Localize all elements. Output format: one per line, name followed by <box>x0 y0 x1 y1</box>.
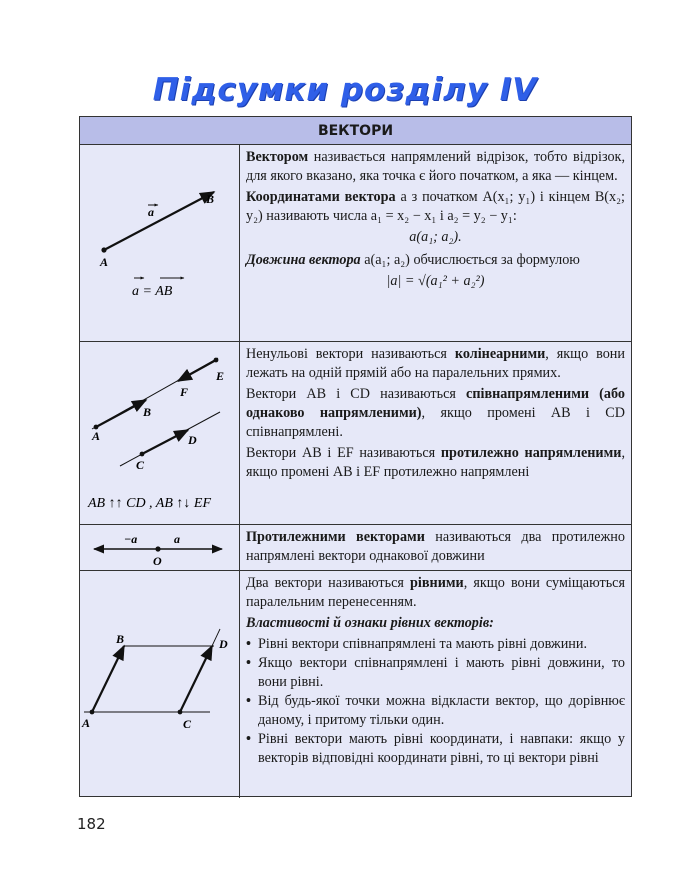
relation-caption: AB ↑↑ CD , AB ↑↓ EF <box>88 496 212 511</box>
label-point-e: E <box>216 369 225 383</box>
figure-collinear <box>80 342 240 524</box>
point-a <box>101 247 106 252</box>
list-item: • Рівні вектори співнапрямлені та мають рівні довжини. <box>246 635 625 654</box>
term-opposite-vectors: Протилежними векторами <box>246 529 425 545</box>
term-opposite-directed: протилежно напрямленими <box>440 445 622 461</box>
row-collinear <box>80 342 631 525</box>
properties-heading: Властивості й ознаки рівних векторів: <box>246 615 494 631</box>
vector-ab-arrow <box>92 646 124 712</box>
definition-length: a(a₁; a₂) обчислюється за формулою <box>360 252 580 268</box>
vector-label-a: a <box>148 205 154 219</box>
collinear-diagram <box>80 342 240 525</box>
equal-diagram <box>80 571 240 798</box>
term-length: Довжина вектора <box>246 252 361 268</box>
label-neg-a: −a <box>124 532 138 546</box>
list-item: • Якщо вектори співнапрямлені і мають рівні довжини, то вони рівні. <box>246 654 625 692</box>
vector-diagram <box>80 145 240 342</box>
row-opposite <box>80 525 631 571</box>
opposite-text: Протилежними векторами називаються два протилежно напрямлені вектори однакової довжини <box>246 529 625 564</box>
figure-vector <box>80 145 240 341</box>
list-item: • Від будь-якої точки можна відкласти вектор, що дорівнює даному, і притому тільки один. <box>246 692 625 730</box>
length-formula: |a| = √(a₁² + a₂²) <box>386 273 485 289</box>
term-equal: рівними <box>410 575 464 591</box>
label-point-d: D <box>219 637 228 651</box>
definition-vector: називається напрямлений відрізок, тобто відрізок, для якого вказано, яка точка є його початком, а яка — кінцем. <box>246 149 625 184</box>
term-coordinates: Координатами вектора <box>246 189 396 205</box>
label-point-b: B <box>206 192 215 206</box>
definition-text <box>240 145 631 341</box>
properties-list <box>246 635 625 768</box>
collinear-text: Ненульові вектори називаються колінеарними, якщо вони лежать на одній прямій або на паралельних прямих. Вектори AB і CD називаються співнапрямленими (або однаково напрямленими), якщо промені AB і CD співнапрямлені. Вектори AB і EF називаються протилежно напрямленими, якщо промені AB і EF протилежно напрямлені <box>246 346 625 480</box>
label-point-b: B <box>116 632 125 646</box>
label-point-a: A <box>82 716 91 730</box>
vector-ef-arrow <box>178 360 216 381</box>
vector-ab-arrow <box>104 192 214 250</box>
label-point-c: C <box>136 458 145 472</box>
equality-caption: a = AB <box>132 284 173 299</box>
vector-cd-arrow <box>180 646 212 712</box>
figure-equal <box>80 571 240 798</box>
page-title: Підсумки розділу IV <box>152 72 538 108</box>
label-a: a <box>174 532 180 546</box>
label-point-o: O <box>153 554 162 568</box>
label-point-a: A <box>100 255 109 269</box>
list-item: • Рівні вектори мають рівні координати, і навпаки: якщо у векторів відповідні координати рівні, то ці вектори рівні <box>246 730 625 768</box>
definition-coordinates: a з початком A(x₁; y₁) і кінцем B(x₂; y₂) називають числа a₁ = x₂ − x₁ і a₂ = y₂ − y₁: <box>246 189 625 224</box>
opposite-diagram <box>80 525 240 571</box>
term-vector: Вектором <box>246 149 309 165</box>
vector-cd-arrow <box>142 430 188 454</box>
vector-ab-arrow <box>96 400 146 427</box>
label-point-f: F <box>180 385 189 399</box>
page-number: 182 <box>77 815 106 833</box>
term-codirected: співнапрямленими (або однаково напрямленими) <box>246 386 625 421</box>
summary-table <box>79 116 632 797</box>
label-point-d: D <box>188 433 197 447</box>
figure-opposite <box>80 525 240 570</box>
table-header: ВЕКТОРИ <box>80 117 631 145</box>
row-equal <box>80 571 631 798</box>
point-o <box>155 546 160 551</box>
row-vector-definition <box>80 145 631 342</box>
label-point-a: A <box>92 429 101 443</box>
coordinates-formula: a(a₁; a₂). <box>409 229 462 245</box>
label-point-b: B <box>143 405 152 419</box>
equal-text: Два вектори називаються рівними, якщо вони суміщаються паралельним перенесенням. Властивості й ознаки рівних векторів: • Рівні вектори співнапрямлені та мають рівні довжини. • Якщо вектори співнапрямлені і мають рівні довжини, то вони рівні. • Від будь-якої точки можна відкласти вектор, що дорівнює даному, і притому тільки один. • Рівні вектори мають рівні координати, і навпаки: якщо у векторів відповідні координати рівні, то ці вектори рівні <box>240 571 631 798</box>
term-collinear: колінеарними <box>454 346 546 362</box>
label-point-c: C <box>183 717 192 731</box>
